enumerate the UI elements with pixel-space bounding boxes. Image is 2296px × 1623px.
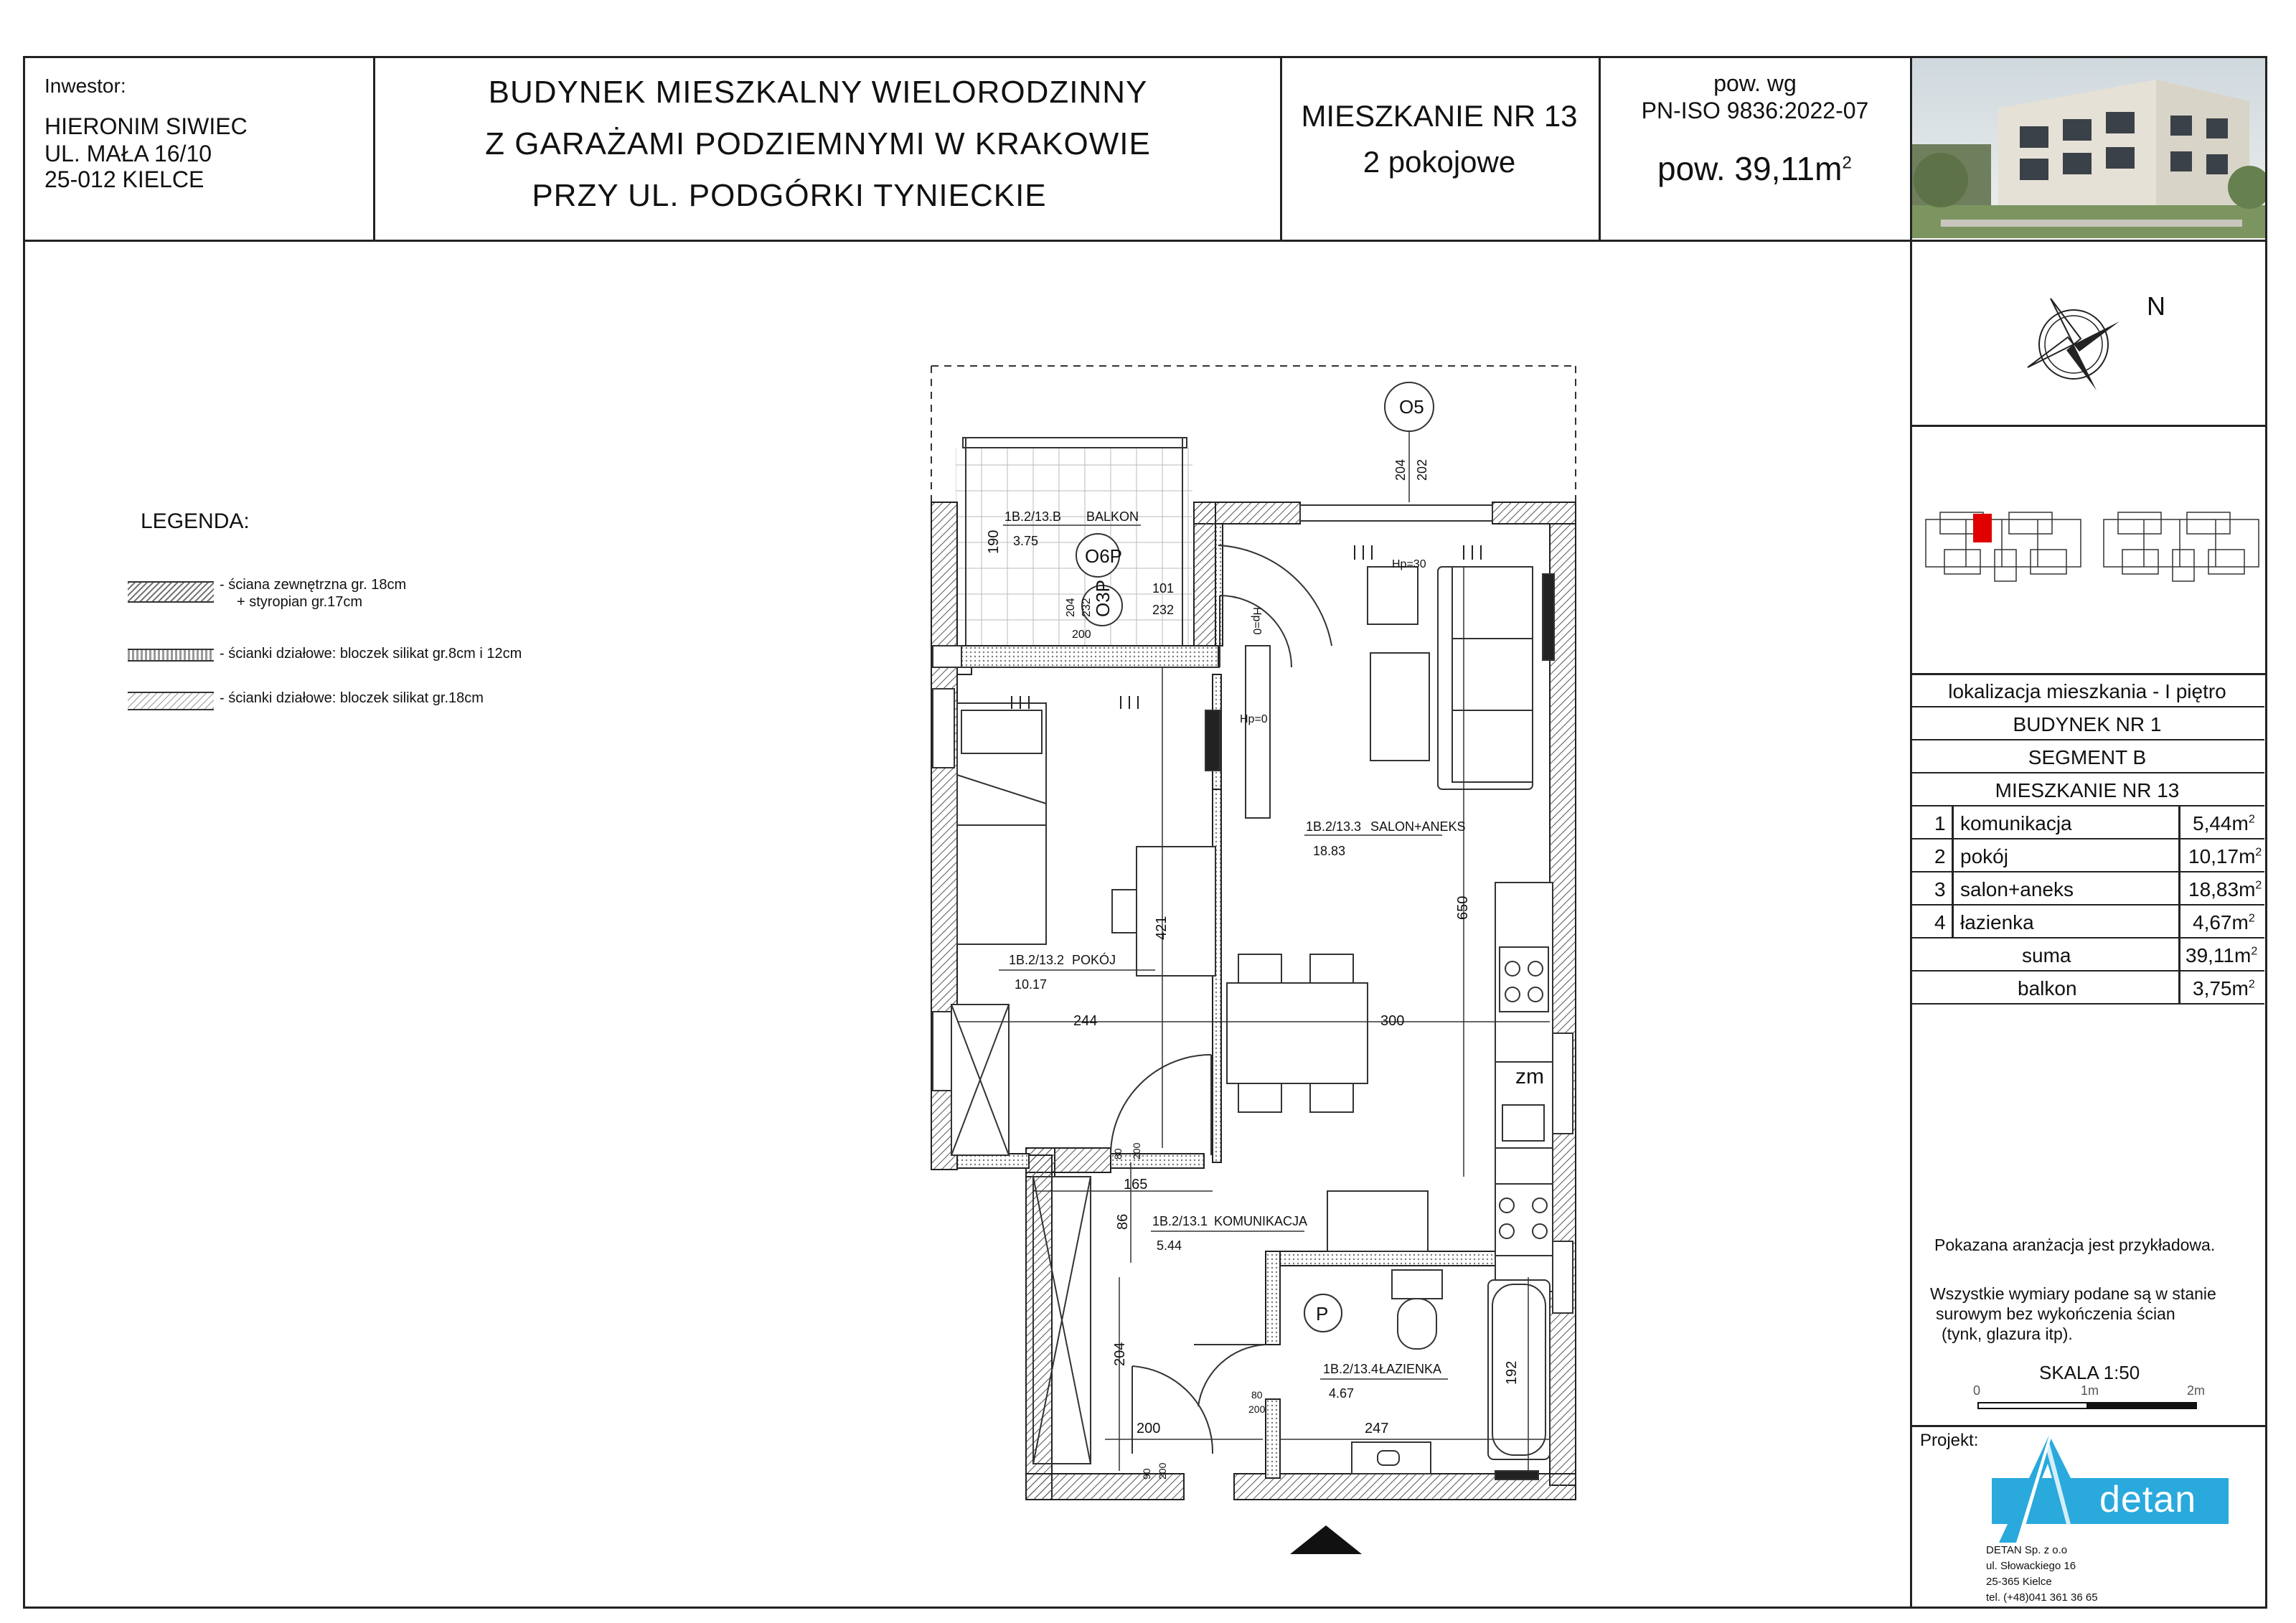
balcony-label: balkon (2018, 977, 2077, 999)
project-box-line (1910, 1425, 2267, 1427)
dim-80-bath: 80 (1251, 1389, 1263, 1401)
tag-p-label: P (1316, 1303, 1329, 1325)
tag-o3p-label: O3P (1092, 579, 1114, 617)
legend-exterior-wall-swatch (128, 581, 214, 603)
room-number: 3 (1934, 878, 1946, 900)
info-building-row (1910, 707, 2264, 740)
dim-hp0-room: Hp=0 (1240, 713, 1268, 725)
room-name-room: POKÓJ (1072, 953, 1116, 967)
detan-logo (1992, 1435, 2229, 1543)
room-name: pokój (1960, 845, 2008, 867)
legend-item-3: - ścianki działowe: bloczek silikat gr.18cm (220, 690, 484, 706)
company-city: 25-365 Kielce (1986, 1576, 2052, 1588)
logo-text: detan (2099, 1479, 2197, 1520)
company-street: ul. Słowackiego 16 (1986, 1560, 2076, 1572)
dim-192: 192 (1504, 1360, 1520, 1385)
room-name-living: SALON+ANEKS (1370, 819, 1466, 834)
dim-hp30: Hp=30 (1392, 558, 1426, 570)
room-code-bath: 1B.2/13.4 (1323, 1362, 1379, 1376)
room-name: salon+aneks (1960, 878, 2074, 900)
dim-hp0-balcony: Hp=0 (1251, 607, 1263, 635)
room-number: 1 (1934, 812, 1946, 834)
project-label: Projekt: (1920, 1431, 1979, 1450)
dim-300: 300 (1380, 1013, 1405, 1029)
note-dimensions-1: Wszystkie wymiary podane są w stanie (1930, 1284, 2216, 1303)
dim-200-entrance: 200 (1157, 1462, 1168, 1479)
building-rendering-image (1912, 58, 2265, 238)
legend-thin-partition-swatch (128, 649, 214, 662)
room-code-hall: 1B.2/13.1 (1152, 1214, 1208, 1228)
dim-86: 86 (1115, 1213, 1131, 1230)
dim-232-door: 232 (1081, 598, 1093, 617)
dim-421: 421 (1154, 916, 1170, 940)
scale-label: SKALA 1:50 (2039, 1362, 2140, 1383)
dim-650: 650 (1455, 895, 1471, 920)
legend-title: LEGENDA: (141, 509, 250, 533)
room-area-balcony: 3.75 (1013, 534, 1039, 548)
investor-name: HIERONIM SIWIEC (44, 113, 248, 139)
table-row (1910, 806, 2264, 839)
dim-200-bath: 200 (1248, 1403, 1266, 1415)
room-area: $18,83m^2$ (2188, 878, 2262, 900)
company-phone: tel. (+48)041 361 36 65 (1986, 1591, 2098, 1604)
legend-item-1: - ściana zewnętrzna gr. 18cm (220, 577, 407, 593)
dim-200-room: 200 (1131, 1142, 1142, 1159)
tag-zm-label: zm (1515, 1065, 1544, 1088)
info-segment: SEGMENT B (2028, 746, 2147, 768)
room-area-hall: 5.44 (1157, 1238, 1182, 1253)
room-name: łazienka (1960, 911, 2034, 933)
company-name: DETAN Sp. z o.o (1986, 1544, 2068, 1556)
table-row (1910, 839, 2264, 872)
apartment-number: MIESZKANIE NR 13 (1301, 99, 1578, 133)
compass-box-line (1910, 425, 2267, 427)
project-title-line-2: Z GARAŻAMI PODZIEMNYMI W KRAKOWIE (485, 126, 1151, 161)
dim-101: 101 (1152, 581, 1175, 596)
table-row (1910, 905, 2264, 938)
dim-244: 244 (1073, 1013, 1098, 1029)
floor-plan (897, 344, 1600, 1593)
table-row (1910, 872, 2264, 905)
dim-190: 190 (986, 530, 1002, 554)
room-number: 2 (1934, 845, 1946, 867)
tag-o5-label: O5 (1399, 396, 1424, 418)
area-norm-label: pow. wg (1713, 70, 1797, 96)
legend-thick-partition-swatch (128, 692, 214, 710)
project-title-line-1: BUDYNEK MIESZKALNY WIELORODZINNY (488, 75, 1148, 110)
info-apartment: MIESZKANIE NR 13 (1995, 779, 2180, 801)
room-number: 4 (1934, 911, 1946, 933)
note-dimensions-3: (tynk, glazura itp). (1942, 1325, 2073, 1343)
legend-item-1-sub: + styropian gr.17cm (237, 594, 363, 610)
dim-204-top: 204 (1393, 458, 1408, 481)
apartment-location-marker (1973, 514, 1992, 542)
room-area: $5,44m^2$ (2193, 812, 2255, 834)
room-name-balcony: BALKON (1086, 509, 1139, 524)
dim-202: 202 (1415, 458, 1429, 481)
info-location: lokalizacja mieszkania - I piętro (1948, 680, 2226, 702)
room-code-room: 1B.2/13.2 (1009, 953, 1065, 967)
info-sum-row (1910, 938, 2264, 972)
dim-80-room: 80 (1112, 1148, 1124, 1159)
investor-street: UL. MAŁA 16/10 (44, 141, 212, 166)
legend-item-2: - ścianki działowe: bloczek silikat gr.8cm i 12cm (220, 646, 522, 662)
key-plan-image (1923, 507, 2262, 585)
room-name-hall: KOMUNIKACJA (1214, 1214, 1308, 1228)
room-area-room: 10.17 (1015, 977, 1048, 992)
scale-tick-1: 1m (2081, 1383, 2099, 1398)
note-arrangement: Pokazana aranżacja jest przykładowa. (1934, 1236, 2216, 1254)
dim-204-hall: 204 (1112, 1342, 1128, 1366)
scale-tick-0: 0 (1973, 1383, 1981, 1398)
dim-204-door: 204 (1065, 598, 1077, 617)
area-total: pow. $39,11m^2$ (1657, 150, 1852, 187)
room-name: komunikacja (1960, 812, 2072, 834)
note-dimensions-2: surowym bez wykończenia ścian (1936, 1304, 2175, 1323)
room-code-living: 1B.2/13.3 (1306, 819, 1362, 834)
room-name-bath: ŁAZIENKA (1379, 1362, 1442, 1376)
room-area: $4,67m^2$ (2193, 911, 2255, 933)
compass-rose-icon (2023, 294, 2124, 395)
dim-200-door: 200 (1072, 629, 1091, 641)
sum-value: $39,11m^2$ (2186, 944, 2258, 966)
info-location-row (1910, 674, 2264, 707)
info-building: BUDYNEK NR 1 (2013, 713, 2162, 735)
room-area-bath: 4.67 (1329, 1386, 1355, 1401)
investor-city: 25-012 KIELCE (44, 166, 204, 192)
room-code-balcony: 1B.2/13.B (1004, 509, 1062, 524)
dim-165: 165 (1124, 1177, 1148, 1192)
dim-90-hall: 90 (1141, 1468, 1152, 1479)
project-title-line-3: PRZY UL. PODGÓRKI TYNIECKIE (532, 178, 1047, 213)
info-apartment-row (1910, 773, 2264, 806)
apartment-rooms: 2 pokojowe (1363, 145, 1516, 179)
dim-247: 247 (1365, 1421, 1389, 1436)
info-segment-row (1910, 740, 2264, 773)
investor-label: Inwestor: (44, 75, 126, 97)
info-balcony-row (1910, 972, 2264, 1005)
room-area-living: 18.83 (1313, 844, 1346, 858)
scale-tick-2: 2m (2187, 1383, 2206, 1398)
header-bottom-line (23, 240, 2267, 242)
scale-bar (1977, 1402, 2197, 1409)
sum-label: suma (2022, 944, 2071, 966)
room-area: $10,17m^2$ (2188, 845, 2262, 867)
balcony-value: $3,75m^2$ (2193, 977, 2255, 999)
dim-232: 232 (1152, 603, 1175, 617)
area-norm-standard: PN-ISO 9836:2022-07 (1641, 98, 1869, 123)
compass-north-label: N (2147, 291, 2165, 321)
entrance-arrow-icon (1290, 1525, 1362, 1554)
tag-o6p-label: O6P (1085, 545, 1123, 567)
dim-200-hall: 200 (1137, 1421, 1161, 1436)
